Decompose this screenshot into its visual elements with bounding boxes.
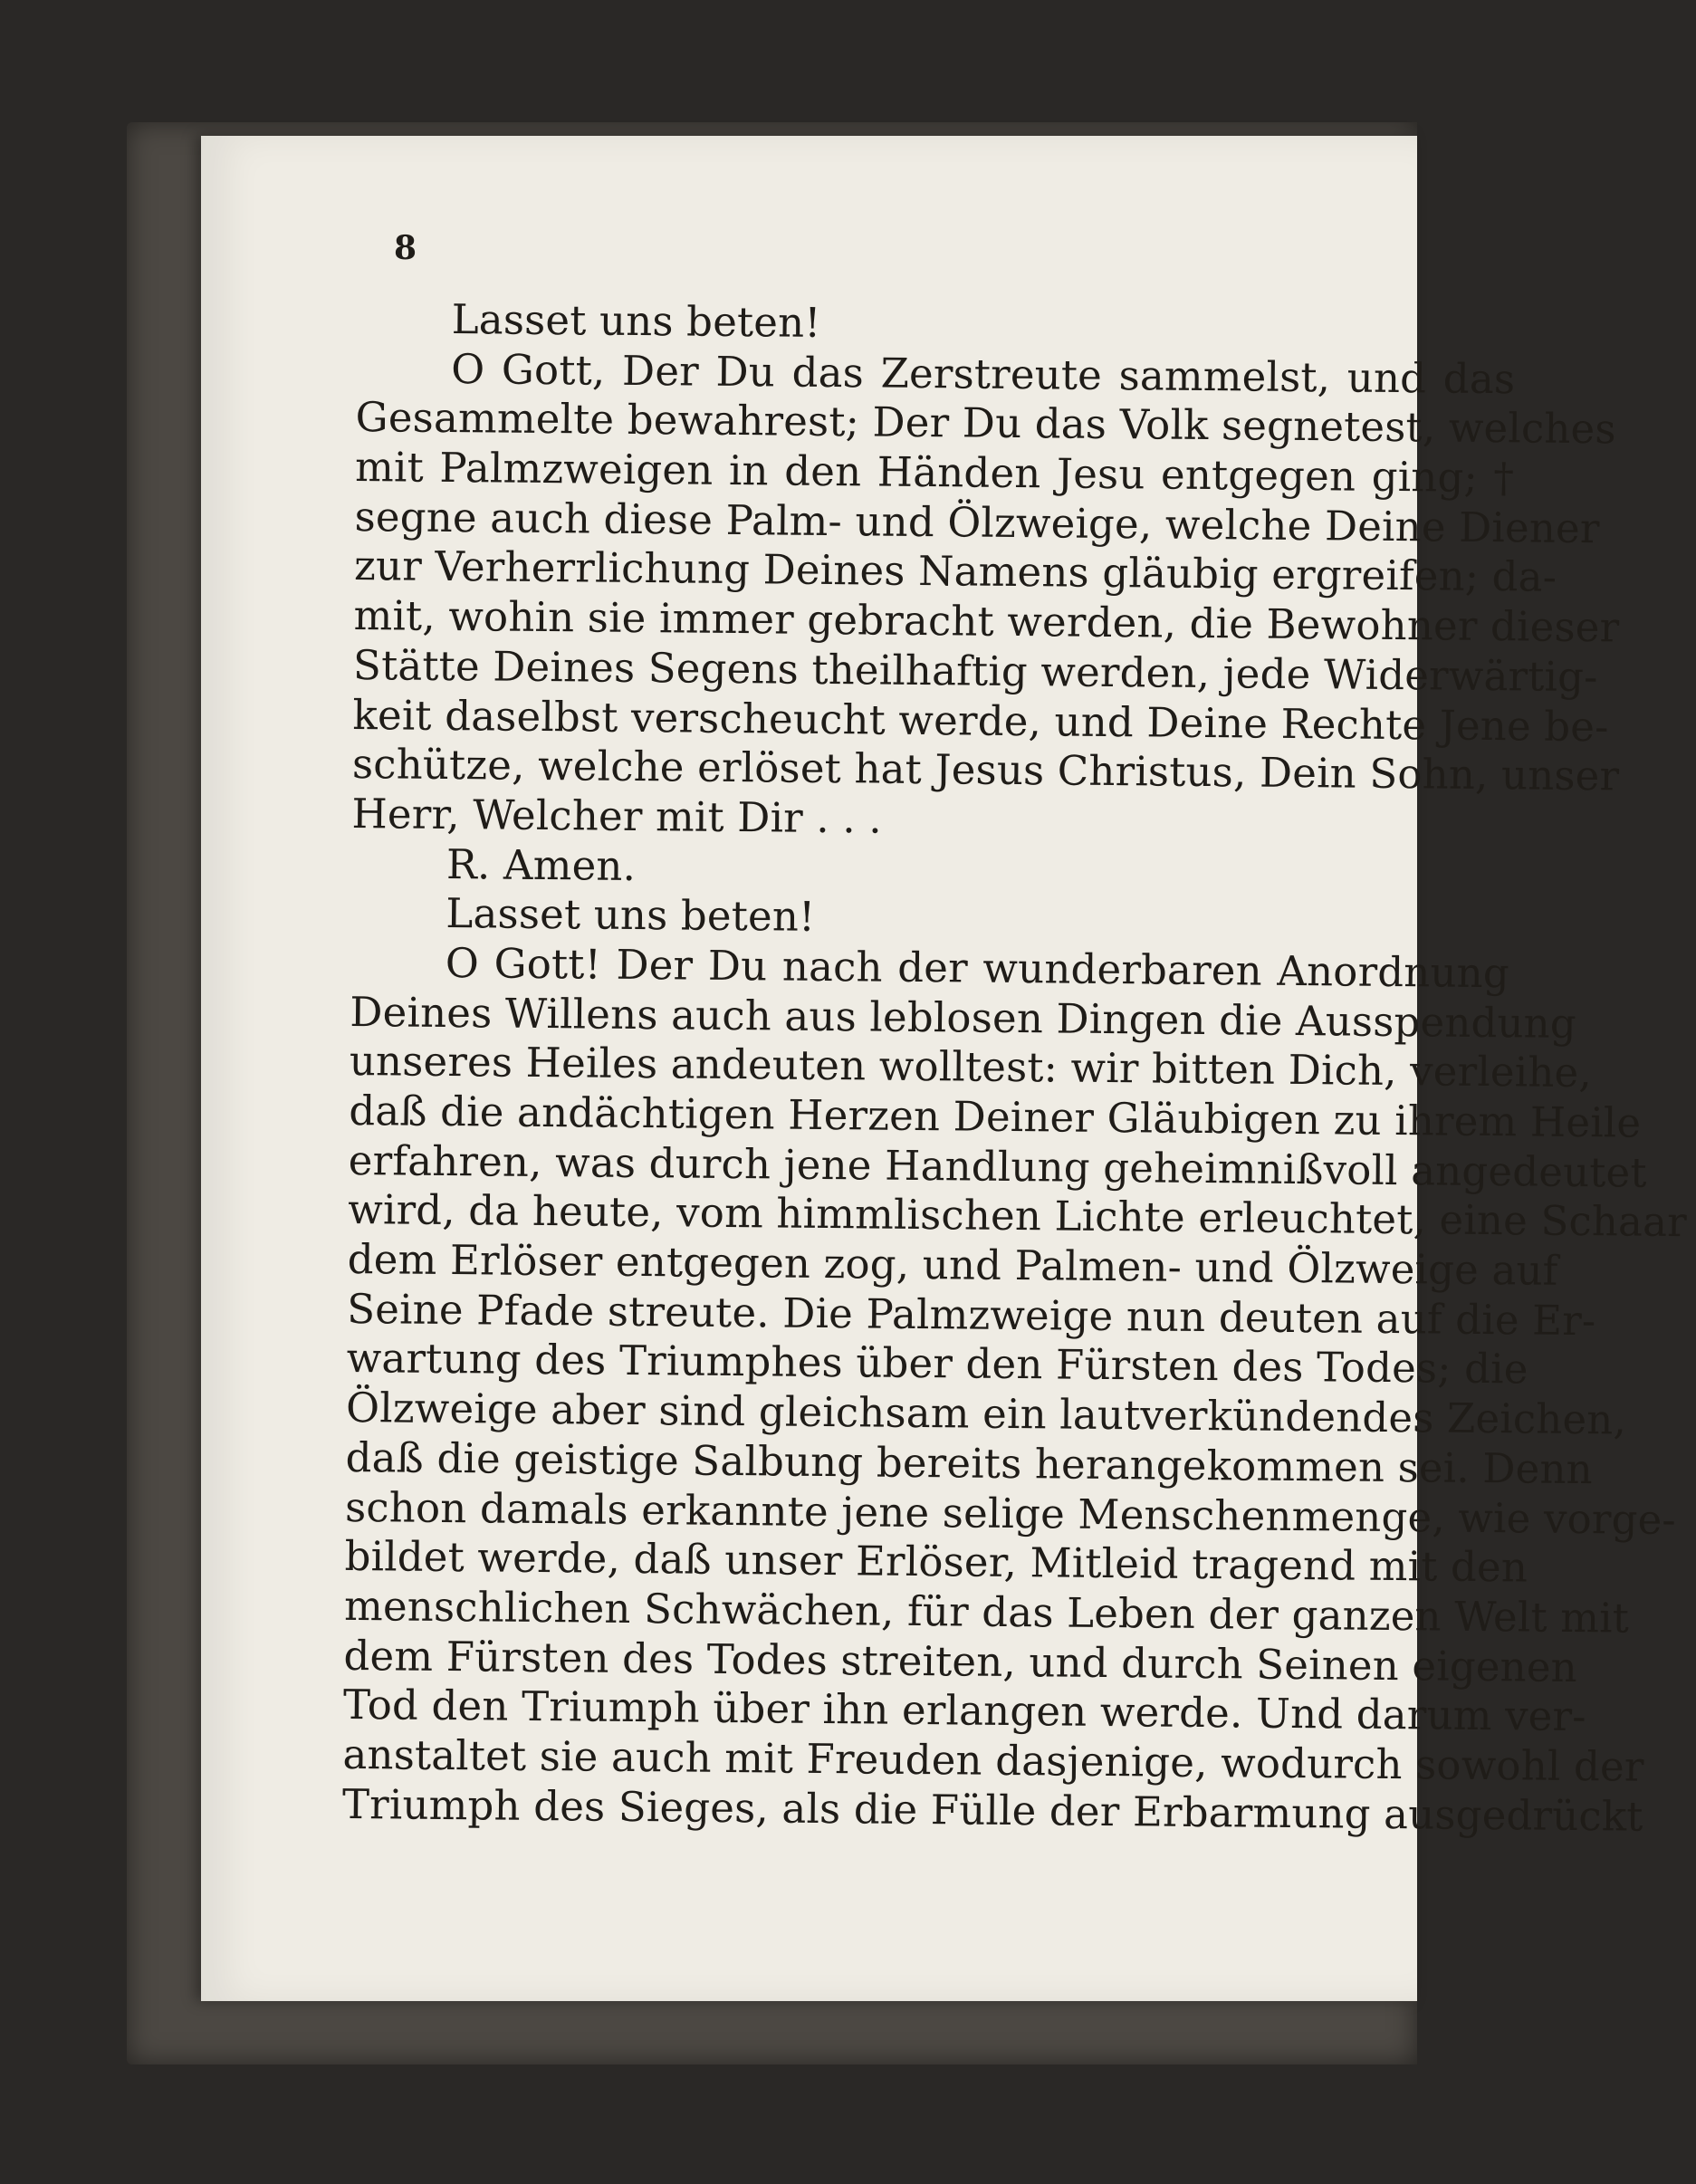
text-line: Lasset uns beten! [451, 295, 821, 347]
text-line: erfahren, was durch jene Handlung geheimnißvoll angedeutet [348, 1135, 1647, 1197]
text-line: Herr, Welcher mit Dir . . . [351, 789, 883, 843]
text-line: O Gott! Der Du nach der wunderbaren Anordnung [445, 938, 1510, 998]
text-line: O Gott, Der Du das Zerstreute sammelst, und das [450, 344, 1516, 403]
book-page [201, 136, 1688, 2001]
text-line: mit Palmzweigen in den Händen Jesu entgegen ging; † [354, 443, 1515, 503]
text-line: R. Amen. [446, 839, 637, 890]
text-line: Gesammelte bewahrest; Der Du das Volk segnetest, welches [355, 393, 1616, 454]
text-line: zur Verherrlichung Deines Namens gläubig ergreifen; da- [353, 541, 1557, 602]
text-line: schütze, welche erlöset hat Jesus Christus, Dein Sohn, unser [351, 740, 1620, 800]
text-line: Triumph des Sieges, als die Fülle der Erbarmung ausgedrückt [341, 1779, 1643, 1841]
page-number: 8 [394, 229, 417, 267]
text-line: Lasset uns beten! [446, 889, 816, 942]
text-line: Deines Willens auch aus leblosen Dingen die Ausspendung [350, 987, 1577, 1048]
text-line: Seine Pfade streute. Die Palmzweige nun deuten auf die Er- [346, 1284, 1596, 1345]
text-line: wartung des Triumphes über den Fürsten des Todes; die [346, 1334, 1528, 1394]
text-line: Ölzweige aber sind gleichsam ein lautverkündendes Zeichen, [345, 1384, 1627, 1444]
text-line: mit, wohin sie immer gebracht werden, die Bewohner dieser [353, 591, 1620, 652]
text-line: Tod den Triumph über ihn erlangen werde. Und darum ver- [342, 1681, 1586, 1741]
text-line: unseres Heiles andeuten wolltest: wir bitten Dich, verleihe, [349, 1037, 1593, 1097]
text-line: bildet werde, daß unser Erlöser, Mitleid tragend mit den [344, 1532, 1528, 1592]
text-line: daß die geistige Salbung bereits herangekommen sei. Denn [345, 1432, 1594, 1493]
text-line: schon damals erkannte jene selige Menschenmenge, wie vorge- [344, 1482, 1677, 1544]
text-line: menschlichen Schwächen, für das Leben der ganzen Welt mit [343, 1581, 1630, 1643]
text-line: keit daselbst verscheucht werde, und Deine Rechte Jene be- [352, 690, 1609, 751]
text-line: dem Fürsten des Todes streiten, und durch Seinen eigenen [343, 1631, 1578, 1691]
text-line: Stätte Deines Segens theilhaftig werden, jede Widerwärtig- [352, 640, 1598, 701]
text-line: daß die andächtigen Herzen Deiner Gläubigen zu ihrem Heile [349, 1086, 1642, 1147]
text-line: segne auch diese Palm- und Ölzweige, welche Deine Diener [354, 492, 1600, 552]
text-line: anstaltet sie auch mit Freuden dasjenige, wodurch sowohl der [342, 1729, 1644, 1791]
text-line: dem Erlöser entgegen zog, und Palmen- und Ölzweige auf [347, 1235, 1558, 1295]
text-line: wird, da heute, vom himmlischen Lichte erleuchtet, eine Schaar [348, 1185, 1688, 1247]
page-text [341, 294, 1688, 1841]
